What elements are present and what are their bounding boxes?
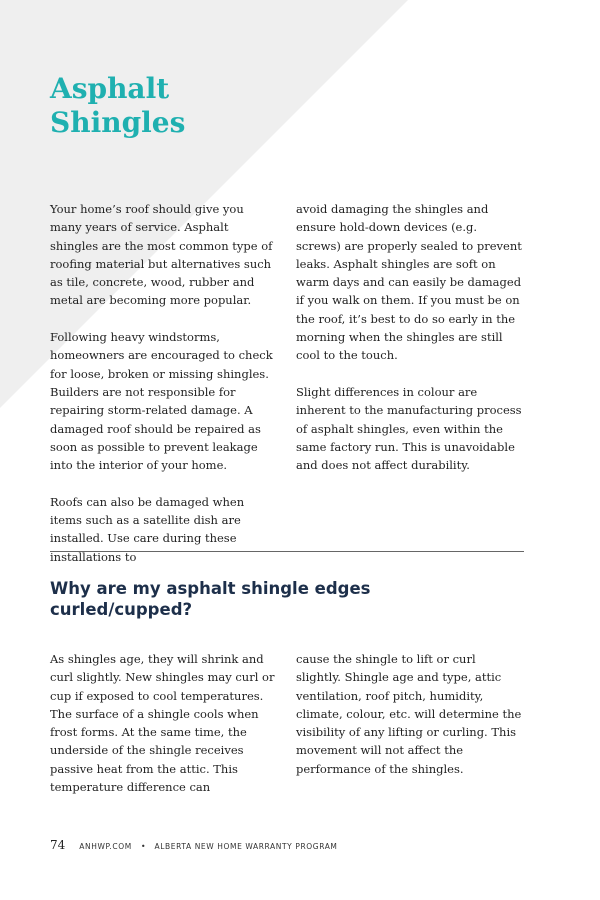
intro-paragraph: Slight differences in colour are inherent to the manufacturing process of asphalt shingles, even within the same factory run. This is unavoidable and does not affect durability. (296, 384, 522, 473)
section-column-2 (296, 650, 524, 778)
footer-site: ANHWP.COM (79, 842, 132, 851)
intro-column-2 (296, 200, 524, 474)
section-heading: Why are my asphalt shingle edges curled/cupped? (50, 579, 371, 619)
intro-paragraph: Your home’s roof should give you many years of service. Asphalt shingles are the most common type of roofing material but alternatives such as tile, concrete, wood, rubber and metal are becoming more popular. (50, 202, 273, 308)
section-paragraph: The surface of a shingle cools when frost forms. At the same time, the underside of the shingle receives passive heat from the attic. This temperature difference can (50, 706, 259, 795)
page-footer (50, 838, 338, 856)
intro-paragraph: Roofs can also be damaged when items such as a satellite dish are installed. Use care during these installations to (50, 494, 245, 564)
footer-separator: • (140, 842, 146, 851)
page-number: 74 (50, 838, 66, 852)
intro-paragraph: Following heavy windstorms, homeowners are encouraged to check for loose, broken or missing shingles. Builders are not responsible for repairing storm-related damage. A damaged roof should be repaired as soon as possible to prevent leakage into the interior of your home. (50, 330, 273, 473)
section-column-1 (50, 650, 278, 796)
section-paragraph: cause the shingle to lift or curl slightly. Shingle age and type, attic ventilation, roof pitch, humidity, climate, colour, etc. will determine the visibility of any lifting or curling. This movement will not affect the performance of the shingles. (296, 652, 522, 776)
section-divider (50, 551, 524, 552)
footer-program: ALBERTA NEW HOME WARRANTY PROGRAM (154, 842, 338, 851)
section-paragraph: As shingles age, they will shrink and curl slightly. New shingles may curl or cup if exposed to cool temperatures. (50, 652, 275, 703)
intro-paragraph: avoid damaging the shingles and ensure hold-down devices (e.g. screws) are properly sealed to prevent leaks. Asphalt shingles are soft on warm days and can easily be damaged if you walk on them. If you must be on the roof, it’s best to do so early in the morning when the shingles are still cool to the touch. (296, 202, 522, 363)
intro-column-1 (50, 200, 278, 566)
page-title: Asphalt Shingles (50, 72, 186, 139)
